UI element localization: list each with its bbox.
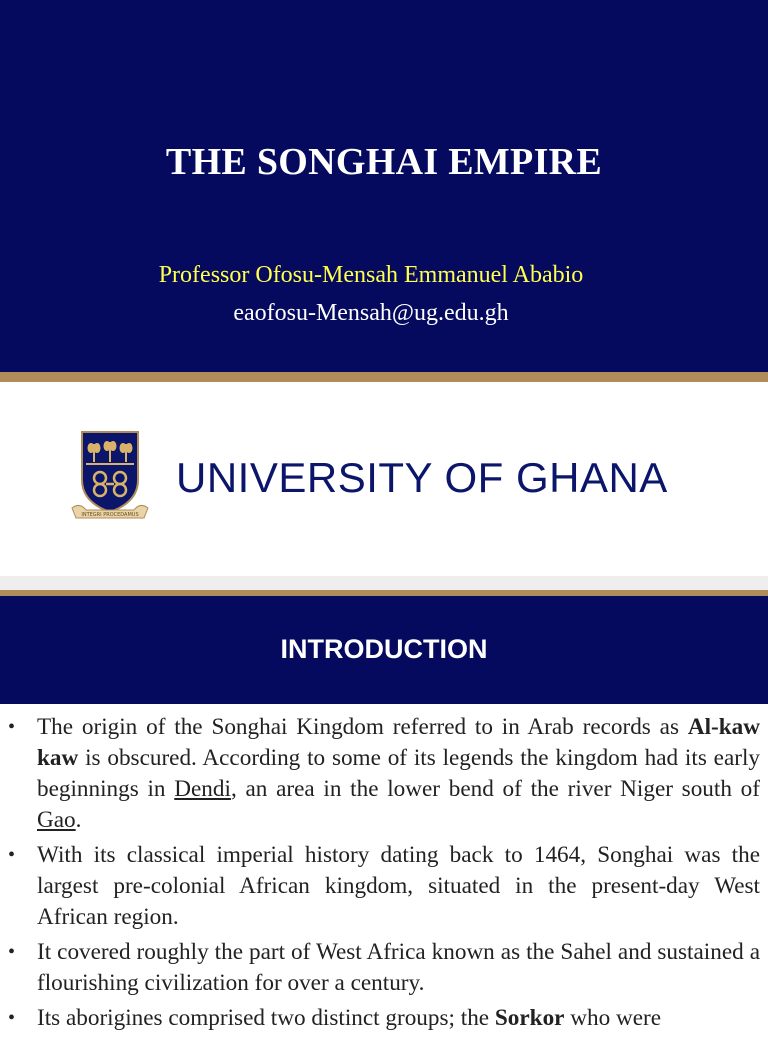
bold-term-al-kaw-kaw: Al-kaw kaw	[37, 714, 760, 771]
bullet-item: • Its aborigines comprised two distinct groups; the Sorkor who were	[0, 1003, 768, 1034]
bullet-item: • With its classical imperial history dating back to 1464, Songhai was the largest pre-colonial African kingdom, situated in the present-day West African region.	[8, 842, 760, 930]
bullet-icon: •	[8, 941, 16, 963]
university-logo-band	[0, 382, 768, 576]
university-name: UNIVERSITY OF GHANA	[176, 454, 668, 501]
crest-motto: INTEGRI PROCEDAMUS	[81, 512, 139, 518]
bullet-icon: •	[8, 716, 16, 738]
bullet-item: • It covered roughly the part of West Africa known as the Sahel and sustained a flourishing civilization for over a century.	[8, 939, 760, 996]
bold-term-sorkor: Sorkor	[494, 1005, 565, 1031]
underlined-term-dendi: Dendi	[174, 776, 231, 802]
bullet-icon: •	[8, 1007, 16, 1029]
bullet-icon: •	[8, 844, 16, 866]
slide-gap	[0, 576, 768, 590]
introduction-header	[0, 596, 768, 704]
introduction-content	[0, 704, 768, 1031]
author-name: Professor Ofosu-Mensah Emmanuel Ababio	[158, 262, 584, 288]
introduction-title: INTRODUCTION	[280, 634, 488, 664]
author-email: eaofosu-Mensah@ug.edu.gh	[233, 300, 509, 326]
slide-title: THE SONGHAI EMPIRE	[165, 141, 603, 183]
title-slide	[0, 0, 768, 372]
university-crest-icon	[70, 430, 150, 522]
underlined-term-gao: Gao	[37, 807, 76, 833]
bullet-item: • The origin of the Songhai Kingdom referred to in Arab records as Al-kaw kaw is obscured. According to some of its legends the kingdom had its early beginnings in Dendi, an area in the lower bend of the river Niger south of Gao.	[8, 714, 760, 833]
gold-divider-top	[0, 372, 768, 382]
bullet-list	[0, 712, 768, 1038]
